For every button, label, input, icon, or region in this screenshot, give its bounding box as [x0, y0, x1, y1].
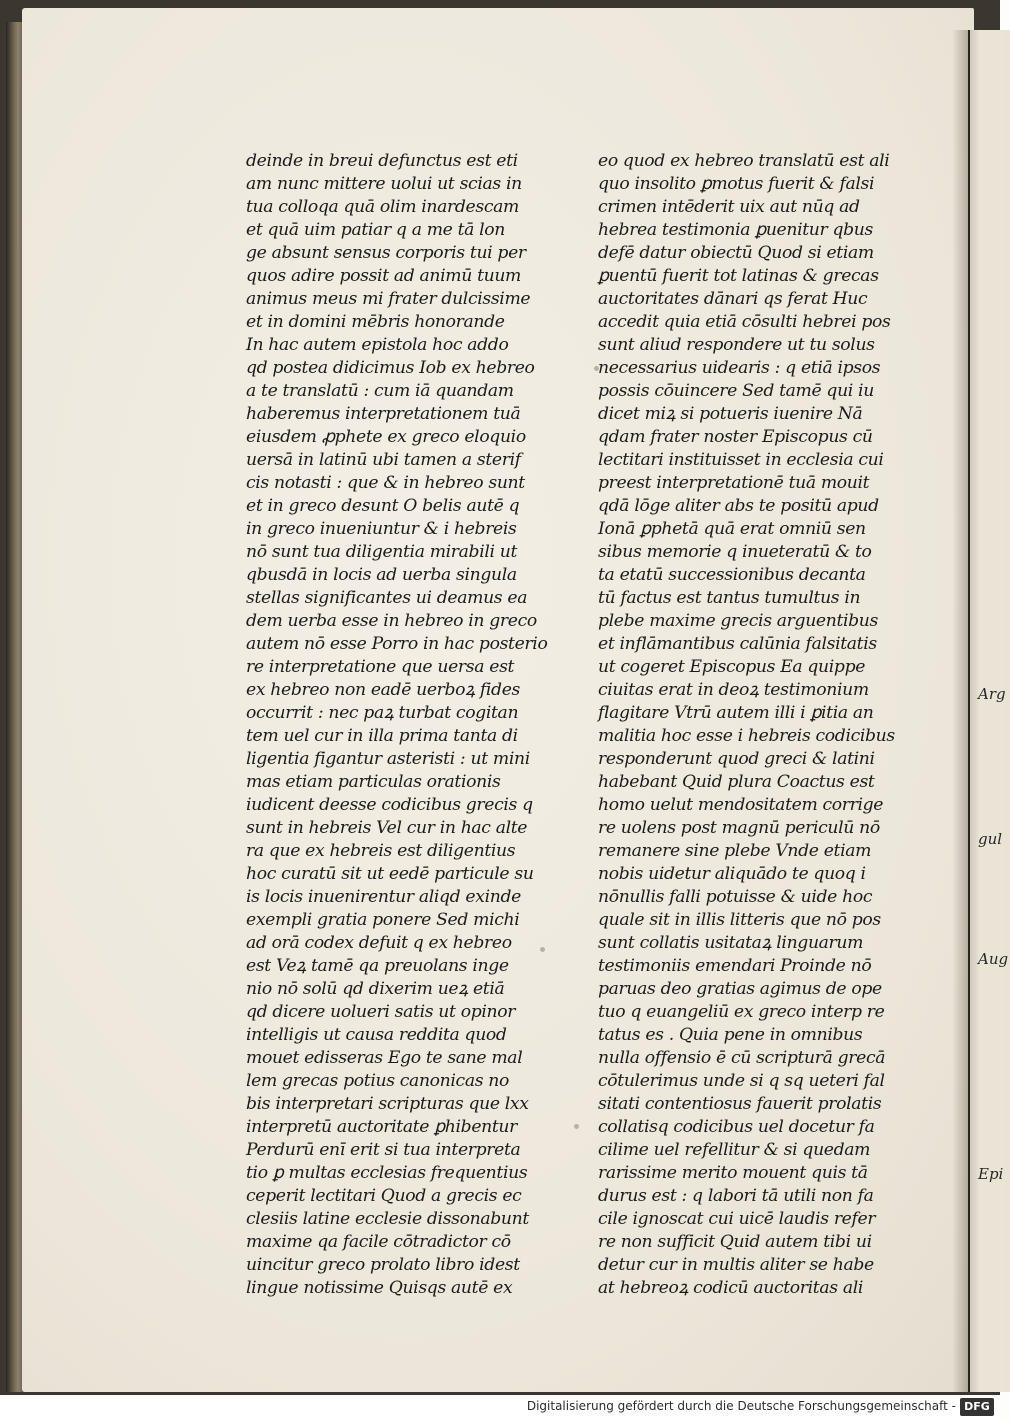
text-line: ta etatū successionibus decanta: [598, 565, 866, 585]
text-line: sunt in hebreis Vel cur in hac alte: [246, 818, 528, 838]
text-line: tū factus est tantus tumultus in: [598, 588, 861, 608]
facing-page-fragment: Aug: [978, 950, 1009, 968]
text-line: exempli gratia ponere Sed michi: [246, 910, 520, 930]
text-line: sunt collatis usitataꝝ linguarum: [598, 933, 864, 953]
footer-bar: [0, 1395, 1000, 1421]
text-line: ge absunt sensus corporis tui per: [246, 243, 526, 263]
text-line: tio ꝑ multas ecclesias frequentius: [246, 1163, 528, 1183]
text-line: qdam frater noster Episcopus cū: [598, 427, 873, 447]
text-line: et in greco desunt O belis autē q: [246, 496, 520, 516]
text-line: plebe maxime grecis arguentibus: [598, 611, 878, 631]
funding-credit: Digitalisierung gefördert durch die Deutsche Forschungsgemeinschaft -: [526, 1399, 956, 1413]
text-line: ad orā codex defuit q ex hebreo: [246, 933, 512, 953]
text-line: habebant Quid plura Coactus est: [598, 772, 875, 792]
text-line: lingue notissime Quisqs autē ex: [246, 1278, 513, 1298]
paper-speck: [574, 1124, 579, 1129]
text-line: is locis inuenirentur aliqd exinde: [246, 887, 521, 907]
text-line: bis interpretari scripturas que lxx: [246, 1094, 529, 1114]
text-line: nōnullis falli potuisse & uide hoc: [598, 887, 873, 907]
text-line: dem uerba esse in hebreo in greco: [246, 611, 537, 631]
text-line: intelligis ut causa reddita quod: [246, 1025, 507, 1045]
text-line: clesiis latine ecclesie dissonabunt: [246, 1209, 529, 1229]
text-line: eiusdem ꝓphete ex greco eloquio: [246, 427, 526, 447]
text-line: uincitur greco prolato libro idest: [246, 1255, 520, 1275]
text-line: quos adire possit ad animū tuum: [246, 266, 522, 286]
text-line: am nunc mittere uolui ut scias in: [246, 174, 522, 194]
text-line: ceperit lectitari Quod a grecis ec: [246, 1186, 522, 1206]
right-text-column: [598, 150, 898, 1300]
text-line: a te translatū : cum iā quandam: [246, 381, 514, 401]
text-line: hoc curatū sit ut eedē particule su: [246, 864, 534, 884]
text-line: crimen intēderit uix aut nūq ad: [598, 197, 860, 217]
text-line: mouet edisseras Ego te sane mal: [246, 1048, 523, 1068]
text-line: ut cogeret Episcopus Ea quippe: [598, 657, 866, 677]
text-line: animus meus mi frater dulcissime: [246, 289, 531, 309]
dfg-logo: DFG: [960, 1398, 994, 1416]
text-line: mas etiam particulas orationis: [246, 772, 501, 792]
text-line: In hac autem epistola hoc addo: [246, 335, 509, 355]
text-line: iudicent deesse codicibus grecis q: [246, 795, 533, 815]
text-line: et quā uim patiar q a me tā lon: [246, 220, 506, 240]
text-line: tem uel cur in illa prima tanta di: [246, 726, 518, 746]
facing-page-fragment: gul: [978, 830, 1003, 848]
text-line: cis notasti : que & in hebreo sunt: [246, 473, 525, 493]
text-line: in greco inueniuntur & i hebreis: [246, 519, 517, 539]
text-line: paruas deo gratias agimus de ope: [598, 979, 882, 999]
text-line: ciuitas erat in deoꝝ testimonium: [598, 680, 869, 700]
text-line: nō sunt tua diligentia mirabili ut: [246, 542, 518, 562]
text-line: et in domini mēbris honorande: [246, 312, 505, 332]
text-line: est Veꝝ tamē qa preuolans inge: [246, 956, 509, 976]
text-line: nobis uidetur aliquādo te quoq i: [598, 864, 866, 884]
text-line: possis cōuincere Sed tamē qui iu: [598, 381, 874, 401]
text-line: flagitare Vtrū autem illi i ꝑitia an: [598, 703, 874, 723]
text-line: maxime qa facile cōtradictor cō: [246, 1232, 511, 1252]
text-line: stellas significantes ui deamus ea: [246, 588, 528, 608]
text-line: interpretū auctoritate ꝑhibentur: [246, 1117, 518, 1137]
text-line: rarissime merito mouent quis tā: [598, 1163, 868, 1183]
text-line: ligentia figantur asteristi : ut mini: [246, 749, 530, 769]
text-line: sitati contentiosus fauerit prolatis: [598, 1094, 882, 1114]
text-line: homo uelut mendositatem corrige: [598, 795, 884, 815]
text-line: ra que ex hebreis est diligentius: [246, 841, 516, 861]
text-line: sunt aliud respondere ut tu solus: [598, 335, 875, 355]
text-line: tua colloqa quā olim inardescam: [246, 197, 519, 217]
text-line: re uolens post magnū periculū nō: [598, 818, 880, 838]
text-line: tuo q euangeliū ex greco interp re: [598, 1002, 885, 1022]
text-line: lectitari instituisset in ecclesia cui: [598, 450, 884, 470]
text-line: haberemus interpretationem tuā: [246, 404, 521, 424]
text-line: malitia hoc esse i hebreis codicibus: [598, 726, 895, 746]
text-line: lem grecas potius canonicas no: [246, 1071, 510, 1091]
text-line: auctoritates dānari qs ferat Huc: [598, 289, 868, 309]
text-line: ꝑuentū fuerit tot latinas & grecas: [598, 266, 879, 286]
text-line: re interpretatione que uersa est: [246, 657, 515, 677]
text-line: responderunt quod greci & latini: [598, 749, 875, 769]
text-line: nulla offensio ē cū scripturā grecā: [598, 1048, 886, 1068]
text-line: tatus es . Quia pene in omnibus: [598, 1025, 863, 1045]
text-line: Ionā ꝑphetā quā erat omniū sen: [598, 519, 866, 539]
text-line: occurrit : nec paꝝ turbat cogitan: [246, 703, 519, 723]
text-line: dicet miꝝ si potueris iuenire Nā: [598, 404, 863, 424]
text-line: qdā lōge aliter abs te positū apud: [598, 496, 879, 516]
text-line: deinde in breui defunctus est eti: [246, 151, 518, 171]
facing-page-fragment: Arg: [978, 685, 1006, 703]
text-line: collatisq codicibus uel docetur fa: [598, 1117, 875, 1137]
text-line: quo insolito ꝑmotus fuerit & falsi: [598, 174, 875, 194]
text-line: hebrea testimonia ꝑuenitur qbus: [598, 220, 873, 240]
text-line: detur cur in multis aliter se habe: [598, 1255, 874, 1275]
text-line: cilime uel refellitur & si quedam: [598, 1140, 871, 1160]
text-line: re non sufficit Quid autem tibi ui: [598, 1232, 872, 1252]
text-line: et inflāmantibus calūnia falsitatis: [598, 634, 877, 654]
text-line: remanere sine plebe Vnde etiam: [598, 841, 872, 861]
text-line: qd dicere uolueri satis ut opinor: [246, 1002, 516, 1022]
text-line: at hebreoꝝ codicū auctoritas ali: [598, 1278, 864, 1298]
text-line: accedit quia etiā cōsulti hebrei pos: [598, 312, 891, 332]
text-line: sibus memorie q inueteratū & to: [598, 542, 872, 562]
text-line: uersā in latinū ubi tamen a sterif: [246, 450, 521, 470]
text-line: cōtulerimus unde si q sq ueteri fal: [598, 1071, 885, 1091]
text-line: preest interpretationē tuā mouit: [598, 473, 870, 493]
text-line: nio nō solū qd dixerim ueꝝ etiā: [246, 979, 505, 999]
facing-page-fragment: Epi: [978, 1165, 1004, 1183]
text-line: Perdurū enī erit si tua interpreta: [246, 1140, 521, 1160]
text-line: quale sit in illis litteris que nō pos: [598, 910, 881, 930]
text-line: qd postea didicimus Iob ex hebreo: [246, 358, 535, 378]
text-line: qbusdā in locis ad uerba singula: [246, 565, 517, 585]
text-line: eo quod ex hebreo translatū est ali: [598, 151, 890, 171]
text-line: autem nō esse Porro in hac posterio: [246, 634, 548, 654]
left-text-column: [246, 150, 546, 1300]
facing-page: [968, 30, 1010, 1392]
text-line: testimoniis emendari Proinde nō: [598, 956, 872, 976]
text-line: durus est : q labori tā utili non fa: [598, 1186, 874, 1206]
text-line: ex hebreo non eadē uerboꝝ fides: [246, 680, 520, 700]
text-line: cile ignoscat cui uicē laudis refer: [598, 1209, 876, 1229]
text-line: defē datur obiectū Quod si etiam: [598, 243, 874, 263]
text-line: necessarius uidearis : q etiā ipsos: [598, 358, 881, 378]
